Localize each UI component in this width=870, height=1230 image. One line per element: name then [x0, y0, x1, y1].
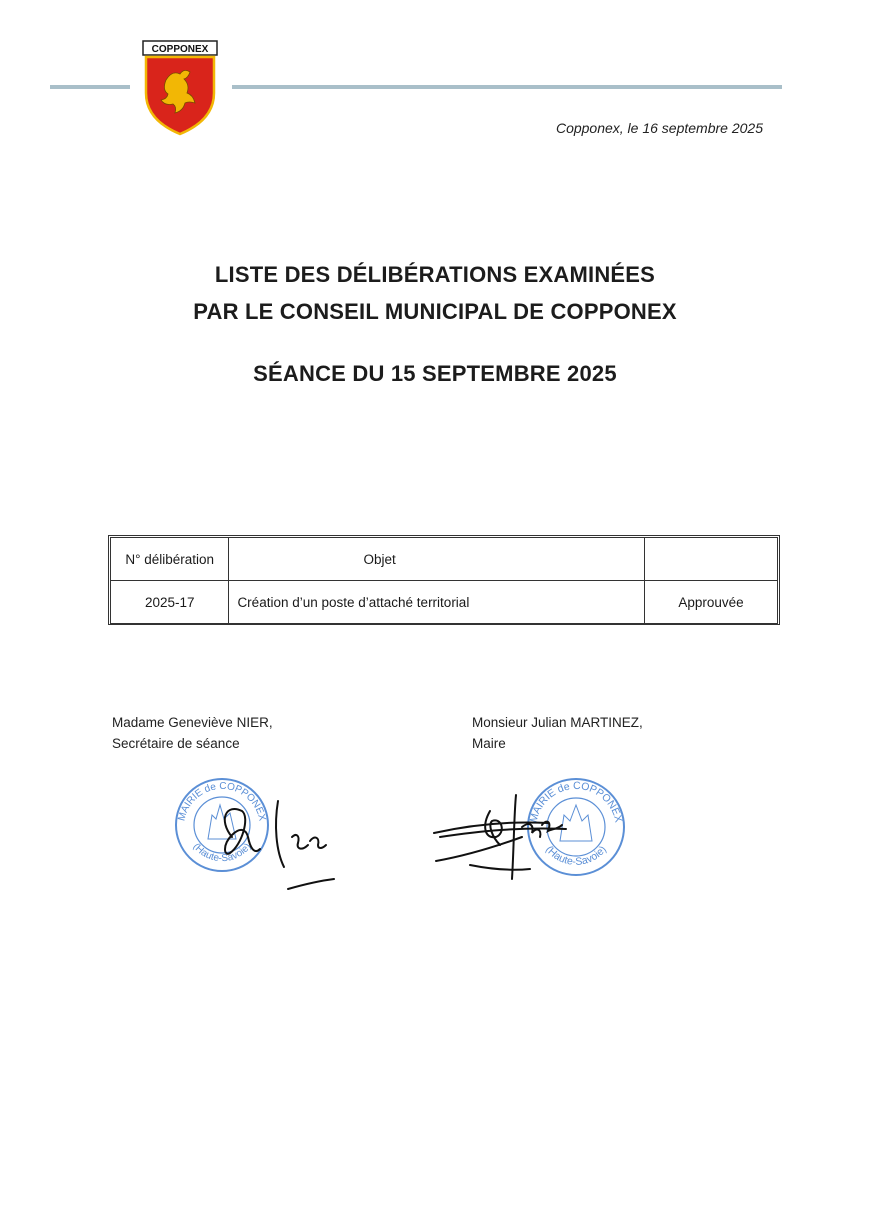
header-objet: Objet — [229, 538, 645, 581]
document-title-line-1: LISTE DES DÉLIBÉRATIONS EXAMINÉES — [214, 262, 656, 287]
row-numero: 2025-17 — [111, 581, 229, 624]
table-header-row — [111, 538, 778, 581]
town-hall-stamp-right — [528, 779, 625, 875]
header-rule-left — [50, 85, 130, 89]
signatory-right-role: Maire — [472, 736, 506, 751]
signatory-right — [472, 712, 643, 754]
crest-label: COPPONEX — [151, 44, 209, 55]
deliberations-table — [110, 537, 778, 624]
signature-martinez — [434, 795, 566, 879]
signatory-left — [112, 712, 273, 754]
row-statut: Approuvée — [645, 581, 778, 624]
header-numero: N° délibération — [111, 538, 229, 581]
session-date-title: SÉANCE DU 15 SEPTEMBRE 2025 — [253, 361, 617, 386]
date-line: Copponex, le 16 septembre 2025 — [555, 120, 763, 136]
signatory-left-name: Madame Geneviève NIER, — [112, 715, 273, 730]
svg-text:(Haute-Savoie): (Haute-Savoie) — [543, 843, 609, 868]
signatory-left-role: Secrétaire de séance — [112, 736, 240, 751]
row-objet: Création d’un poste d’attaché territorial — [229, 581, 645, 624]
signatory-right-name: Monsieur Julian MARTINEZ, — [472, 715, 643, 730]
svg-text:MAIRIE de COPPONEX: MAIRIE de COPPONEX — [527, 779, 625, 824]
header-rule-right — [232, 85, 782, 89]
table-row — [111, 581, 778, 624]
document-title-line-2: PAR LE CONSEIL MUNICIPAL DE COPPONEX — [193, 299, 677, 324]
mayor-stamp-and-signature — [430, 775, 640, 900]
svg-text:(Haute-Savoie): (Haute-Savoie) — [190, 841, 254, 865]
copponex-crest-logo — [140, 38, 220, 138]
svg-text:MAIRIE de COPPONEX: MAIRIE de COPPONEX — [176, 780, 268, 823]
town-hall-stamp-left — [176, 779, 268, 871]
header-statut — [645, 538, 778, 581]
secretary-stamp-and-signature — [170, 775, 350, 900]
